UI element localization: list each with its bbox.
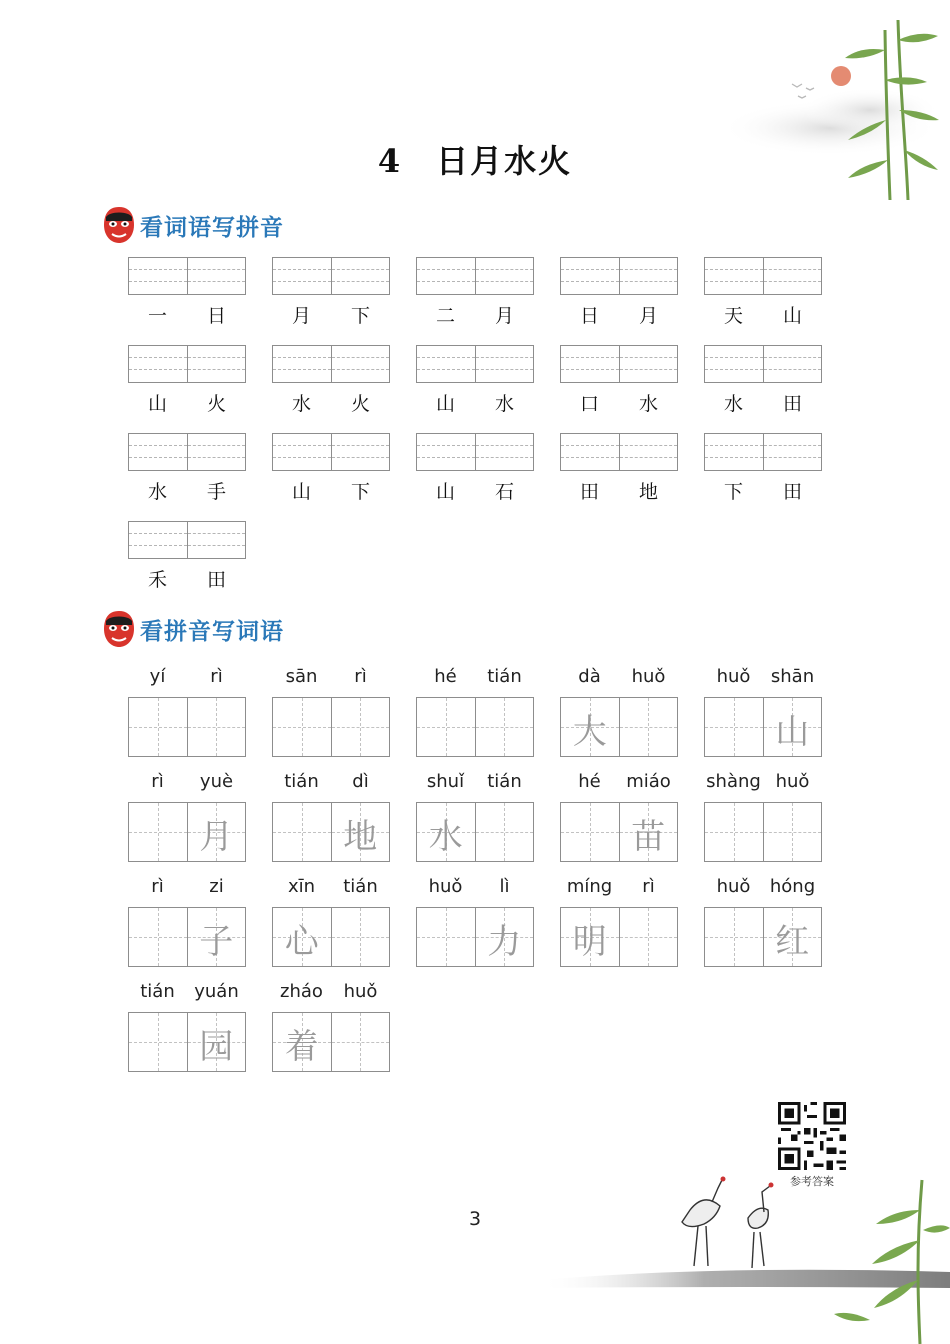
word-character: 手 [206, 481, 226, 503]
pinyin-writing-cell[interactable] [619, 434, 678, 470]
character-writing-cell[interactable] [561, 908, 619, 966]
hint-character: 园 [199, 1027, 234, 1067]
pinyin-answer-item [128, 433, 246, 504]
character-writing-cell[interactable] [619, 698, 678, 756]
character-writing-cell[interactable] [763, 803, 822, 861]
word-answer-item [272, 981, 390, 1072]
character-writing-cell[interactable] [273, 698, 331, 756]
character-writing-cell[interactable] [475, 698, 534, 756]
word-character: 下 [723, 481, 743, 503]
pinyin-syllable: dì [352, 771, 369, 792]
word-character: 山 [435, 393, 455, 415]
qr-code-icon[interactable] [778, 1102, 846, 1170]
character-writing-box[interactable] [704, 907, 822, 967]
character-writing-box[interactable] [272, 697, 390, 757]
pinyin-syllable: shān [770, 666, 815, 687]
pinyin-syllable: huǒ [343, 981, 378, 1002]
character-writing-cell[interactable] [129, 803, 187, 861]
word-character: 水 [494, 393, 514, 415]
word-character: 水 [723, 393, 743, 415]
section-heading-write-pinyin [102, 205, 284, 245]
word-answer-item [416, 771, 534, 862]
word-answer-item [416, 876, 534, 967]
pinyin-writing-cell[interactable] [129, 258, 187, 294]
pinyin-writing-box[interactable] [128, 345, 246, 383]
pinyin-writing-box[interactable] [704, 433, 822, 471]
word-character: 水 [638, 393, 658, 415]
word-character: 口 [579, 393, 599, 415]
word-character: 山 [147, 393, 167, 415]
word-character: 火 [350, 393, 370, 415]
hint-character: 力 [487, 922, 522, 962]
pinyin-syllable: xīn [287, 876, 316, 897]
pinyin-writing-box[interactable] [128, 521, 246, 559]
pinyin-writing-cell[interactable] [187, 522, 246, 558]
character-writing-cell[interactable] [561, 803, 619, 861]
pinyin-syllable: huǒ [716, 876, 751, 897]
pinyin-answer-item [560, 345, 678, 416]
pinyin-writing-cell[interactable] [273, 346, 331, 382]
hint-character: 山 [775, 712, 810, 752]
character-writing-box[interactable] [128, 697, 246, 757]
pinyin-syllable: yí [149, 666, 166, 687]
pinyin-writing-cell[interactable] [273, 434, 331, 470]
hint-character: 红 [775, 922, 810, 962]
character-writing-box[interactable] [272, 802, 390, 862]
word-character: 天 [723, 305, 743, 327]
pinyin-writing-box[interactable] [560, 345, 678, 383]
sun-icon [831, 66, 851, 86]
word-character: 田 [579, 481, 599, 503]
word-character: 田 [782, 481, 802, 503]
pinyin-syllable: zi [209, 876, 224, 897]
word-answer-item [704, 876, 822, 967]
word-character: 山 [435, 481, 455, 503]
section-label: 看拼音写词语 [140, 618, 284, 645]
character-writing-cell[interactable] [705, 698, 763, 756]
character-writing-cell[interactable] [619, 803, 678, 861]
character-writing-box[interactable] [704, 802, 822, 862]
pinyin-writing-cell[interactable] [331, 258, 390, 294]
pinyin-writing-cell[interactable] [763, 258, 822, 294]
pinyin-writing-cell[interactable] [129, 434, 187, 470]
pinyin-writing-cell[interactable] [705, 258, 763, 294]
pinyin-syllable: rì [151, 771, 164, 792]
pinyin-syllable: miáo [626, 771, 671, 792]
character-writing-cell[interactable] [705, 908, 763, 966]
pinyin-answer-item [560, 257, 678, 328]
character-writing-cell[interactable] [187, 803, 246, 861]
pinyin-writing-box[interactable] [272, 433, 390, 471]
word-character: 山 [291, 481, 311, 503]
pinyin-syllable: huǒ [631, 666, 666, 687]
pinyin-answer-item [704, 433, 822, 504]
section-label: 看词语写拼音 [140, 214, 284, 241]
word-character: 火 [206, 393, 226, 415]
character-writing-cell[interactable] [273, 1013, 331, 1071]
pinyin-syllable: yuán [194, 981, 239, 1002]
pinyin-syllable: tián [487, 771, 522, 792]
word-character: 一 [147, 305, 167, 327]
word-answer-item [128, 981, 246, 1072]
pinyin-writing-cell[interactable] [763, 346, 822, 382]
pinyin-answer-item [416, 257, 534, 328]
pinyin-writing-box[interactable] [416, 345, 534, 383]
word-answer-item [272, 876, 390, 967]
pinyin-syllable: hé [434, 666, 457, 687]
hint-character: 水 [428, 817, 463, 857]
character-writing-cell[interactable] [417, 698, 475, 756]
character-writing-box[interactable] [416, 697, 534, 757]
pinyin-writing-cell[interactable] [475, 434, 534, 470]
character-writing-box[interactable] [128, 907, 246, 967]
character-writing-cell[interactable] [763, 698, 822, 756]
pinyin-writing-cell[interactable] [619, 258, 678, 294]
word-character: 石 [494, 481, 514, 503]
pinyin-syllable: huǒ [716, 666, 751, 687]
pinyin-writing-box[interactable] [704, 257, 822, 295]
pinyin-writing-cell[interactable] [331, 346, 390, 382]
pinyin-syllable: tián [140, 981, 175, 1002]
character-writing-cell[interactable] [273, 803, 331, 861]
word-character: 二 [435, 305, 455, 327]
word-character: 下 [350, 305, 370, 327]
character-writing-box[interactable] [128, 802, 246, 862]
character-writing-cell[interactable] [417, 803, 475, 861]
character-writing-cell[interactable] [417, 908, 475, 966]
word-character: 山 [782, 305, 802, 327]
character-writing-cell[interactable] [331, 803, 390, 861]
word-answer-item [128, 876, 246, 967]
pinyin-syllable: rì [642, 876, 655, 897]
word-character: 田 [782, 393, 802, 415]
character-writing-cell[interactable] [187, 908, 246, 966]
hint-character: 着 [284, 1027, 319, 1067]
qr-code-label: 参考答案 [790, 1175, 834, 1188]
pinyin-writing-box[interactable] [704, 345, 822, 383]
character-writing-cell[interactable] [129, 698, 187, 756]
character-writing-cell[interactable] [475, 908, 534, 966]
hint-character: 心 [284, 922, 319, 962]
word-answer-item [416, 666, 534, 757]
pinyin-syllable: lì [499, 876, 510, 897]
character-writing-box[interactable] [272, 1012, 390, 1072]
word-character: 下 [350, 481, 370, 503]
pinyin-writing-cell[interactable] [561, 346, 619, 382]
pinyin-writing-box[interactable] [416, 257, 534, 295]
opera-mask-icon [102, 609, 136, 649]
pinyin-syllable: yuè [199, 771, 234, 792]
word-character: 禾 [147, 569, 167, 591]
pinyin-writing-cell[interactable] [705, 434, 763, 470]
pinyin-answer-item [128, 345, 246, 416]
word-answer-item [128, 666, 246, 757]
section-heading-write-words [102, 609, 284, 649]
pinyin-writing-cell[interactable] [763, 434, 822, 470]
pinyin-answer-item [128, 257, 246, 328]
character-writing-cell[interactable] [187, 698, 246, 756]
word-character: 田 [206, 569, 226, 591]
word-answer-item [560, 771, 678, 862]
word-answer-item [704, 666, 822, 757]
pinyin-syllable: sān [285, 666, 318, 687]
pinyin-writing-cell[interactable] [187, 346, 246, 382]
word-answer-item [272, 666, 390, 757]
word-character: 水 [291, 393, 311, 415]
word-answer-item [272, 771, 390, 862]
character-writing-cell[interactable] [129, 1013, 187, 1071]
character-writing-box[interactable] [416, 907, 534, 967]
pinyin-writing-cell[interactable] [129, 522, 187, 558]
pinyin-answer-item [704, 345, 822, 416]
pinyin-answer-item [704, 257, 822, 328]
pinyin-writing-box[interactable] [560, 433, 678, 471]
word-character: 日 [206, 305, 226, 327]
pinyin-writing-cell[interactable] [619, 346, 678, 382]
hint-character: 月 [199, 817, 234, 857]
pinyin-syllable: shuǐ [426, 771, 465, 792]
character-writing-cell[interactable] [273, 908, 331, 966]
word-answer-item [128, 771, 246, 862]
pinyin-writing-cell[interactable] [273, 258, 331, 294]
character-writing-cell[interactable] [619, 908, 678, 966]
character-writing-box[interactable] [560, 802, 678, 862]
pinyin-syllable: hóng [769, 876, 816, 897]
pinyin-writing-cell[interactable] [475, 346, 534, 382]
character-writing-cell[interactable] [475, 803, 534, 861]
pinyin-syllable: hé [578, 771, 601, 792]
pinyin-writing-box[interactable] [272, 345, 390, 383]
pinyin-syllable: huǒ [428, 876, 463, 897]
pinyin-writing-box[interactable] [128, 257, 246, 295]
pinyin-answer-item [128, 521, 246, 592]
word-answer-item [704, 771, 822, 862]
hint-character: 地 [343, 817, 378, 857]
word-character: 月 [494, 305, 514, 327]
pinyin-writing-cell[interactable] [331, 434, 390, 470]
word-character: 月 [638, 305, 658, 327]
page-number: 3 [468, 1208, 482, 1230]
character-writing-box[interactable] [560, 907, 678, 967]
character-writing-box[interactable] [128, 1012, 246, 1072]
word-character: 地 [638, 481, 658, 503]
pinyin-syllable: zháo [280, 981, 323, 1002]
character-writing-cell[interactable] [331, 908, 390, 966]
lesson-number: 4 [377, 142, 403, 180]
lesson-name: 日月水火 [436, 142, 573, 180]
pinyin-writing-box[interactable] [272, 257, 390, 295]
character-writing-box[interactable] [704, 697, 822, 757]
pinyin-answer-item [272, 345, 390, 416]
opera-mask-icon [102, 205, 136, 245]
word-character: 水 [147, 481, 167, 503]
hint-character: 大 [572, 712, 607, 752]
landscape-decoration-bottom [520, 1170, 950, 1344]
word-character: 月 [291, 305, 311, 327]
pinyin-syllable: míng [566, 876, 613, 897]
character-writing-cell[interactable] [331, 1013, 390, 1071]
lesson-title [0, 136, 950, 182]
pinyin-writing-box[interactable] [560, 257, 678, 295]
pinyin-syllable: tián [343, 876, 378, 897]
word-answer-item [560, 666, 678, 757]
pinyin-syllable: shàng [706, 771, 761, 792]
pinyin-syllable: dà [578, 666, 601, 687]
word-answer-item [560, 876, 678, 967]
pinyin-syllable: rì [151, 876, 164, 897]
pinyin-syllable: tián [284, 771, 319, 792]
pinyin-writing-box[interactable] [128, 433, 246, 471]
hint-character: 子 [199, 922, 234, 962]
pinyin-writing-cell[interactable] [187, 258, 246, 294]
character-writing-box[interactable] [560, 697, 678, 757]
character-writing-cell[interactable] [187, 1013, 246, 1071]
pinyin-answer-item [272, 433, 390, 504]
pinyin-writing-box[interactable] [416, 433, 534, 471]
pinyin-answer-item [560, 433, 678, 504]
pinyin-answer-item [416, 433, 534, 504]
pinyin-writing-cell[interactable] [417, 434, 475, 470]
pinyin-writing-cell[interactable] [417, 258, 475, 294]
pinyin-writing-cell[interactable] [561, 434, 619, 470]
pinyin-writing-cell[interactable] [561, 258, 619, 294]
character-writing-cell[interactable] [129, 908, 187, 966]
pinyin-answer-item [272, 257, 390, 328]
crane-icon [682, 1177, 774, 1269]
character-writing-cell[interactable] [705, 803, 763, 861]
character-writing-cell[interactable] [331, 698, 390, 756]
hint-character: 苗 [631, 817, 666, 857]
hint-character: 明 [572, 922, 607, 962]
pinyin-writing-cell[interactable] [187, 434, 246, 470]
character-writing-box[interactable] [416, 802, 534, 862]
word-character: 日 [579, 305, 599, 327]
pinyin-syllable: huǒ [775, 771, 810, 792]
pinyin-writing-cell[interactable] [705, 346, 763, 382]
character-writing-box[interactable] [272, 907, 390, 967]
pinyin-writing-cell[interactable] [129, 346, 187, 382]
pinyin-syllable: rì [210, 666, 223, 687]
pinyin-writing-cell[interactable] [475, 258, 534, 294]
character-writing-cell[interactable] [561, 698, 619, 756]
character-writing-cell[interactable] [763, 908, 822, 966]
pinyin-writing-cell[interactable] [417, 346, 475, 382]
pinyin-answer-item [416, 345, 534, 416]
pinyin-syllable: tián [487, 666, 522, 687]
pinyin-syllable: rì [354, 666, 367, 687]
